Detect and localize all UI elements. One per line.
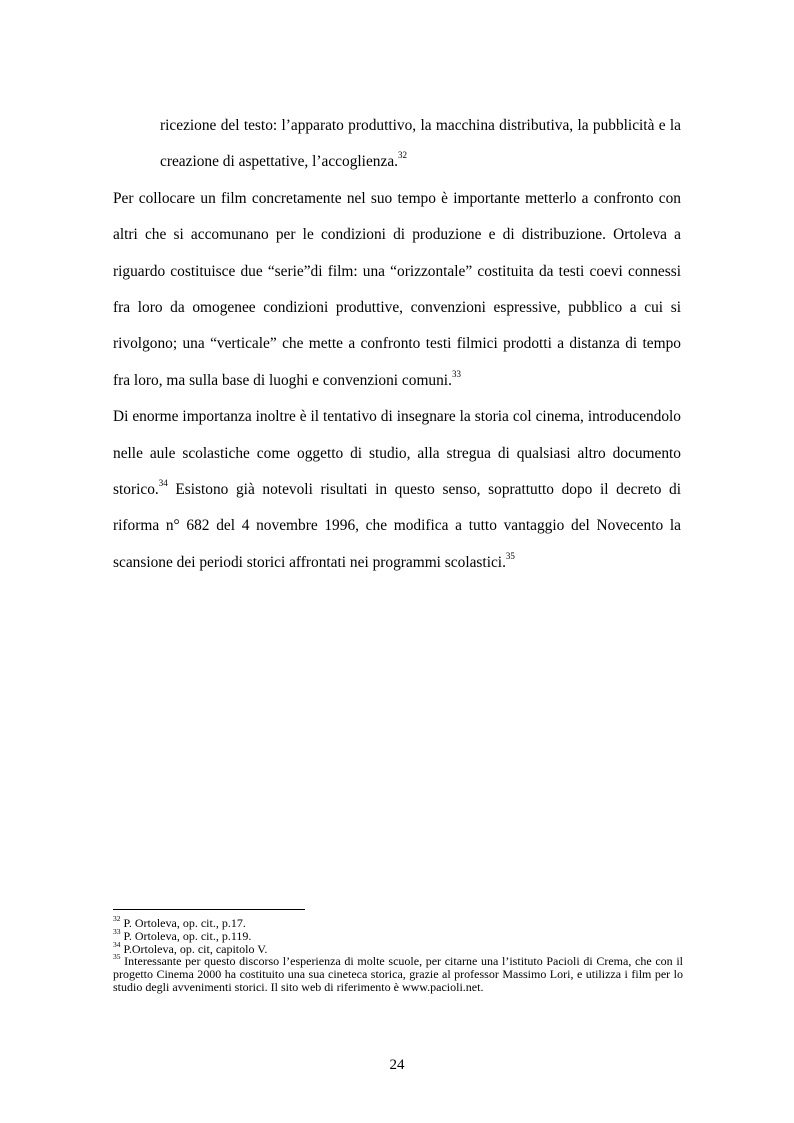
paragraph-1-text: Per collocare un film concretamente nel suo tempo è importante metterlo a confronto con altri che si accomunano per le condizioni di produzione e di distribuzione. Ortoleva a riguardo costituisce due “serie”di film: una “orizzontale” costituita da testi coevi connessi fra loro da omogenee condizioni produttive, convenzioni espressive, pubblico a cui si rivolgono; una “verticale” che mette a confronto testi filmici prodotti a distanza di tempo fra loro, ma sulla base di luoghi e convenzioni comuni. [113,189,681,389]
paragraph-2-text-b: Esistono già notevoli risultati in questo senso, soprattutto dopo il decreto di riforma n° 682 del 4 novembre 1996, che modifica a tutto vantaggio del Novecento la scansione dei periodi storici affrontati nei programmi scolastici. [113,481,681,571]
footnote-separator [113,909,305,910]
footnote-number: 35 [113,952,121,962]
footnote-text: P. Ortoleva, op. cit., p.17. [120,916,246,930]
quote-text: ricezione del testo: l’apparato produttivo, la macchina distributiva, la pubblicità e la creazione di aspettative, l’accoglienza. [160,117,681,171]
footnote-text: P.Ortoleva, op. cit, capitolo V. [120,941,268,956]
footnote-number: 33 [113,926,121,936]
footnote-text: Interessante per questo discorso l’esperienza di molte scuole, per citarne una l’istituto Pacioli di Crema, che con il progetto Cinema 2000 ha costituito una sua cineteca storica, grazie al professor Massimo Lori, e utilizza i film per lo studio degli avvenimenti storici. Il sito web di riferimento è www.pacioli.net. [113,954,683,994]
footnote-number: 32 [113,914,121,923]
footnote-ref-35: 35 [505,550,515,561]
footnotes [113,914,683,994]
paragraph-1 [113,181,681,399]
paragraph-2-text-a: Di enorme importanza inoltre è il tentativo di insegnare la storia col cinema, introducendolo nelle aule scolastiche come oggetto di studio, alla stregua di qualsiasi altro documento storico. [113,408,681,499]
footnote-text: P. Ortoleva, op. cit., p.119. [120,928,252,943]
footnote-ref-32: 32 [398,150,407,161]
paragraph-2 [113,399,681,581]
block-quote [160,108,681,181]
footnote-ref-33: 33 [451,368,461,379]
footnote-35 [113,952,683,994]
footnote-ref-34: 34 [158,477,168,488]
main-text [113,108,681,581]
page-number: 24 [389,1057,405,1073]
footnote-number: 34 [113,939,121,949]
